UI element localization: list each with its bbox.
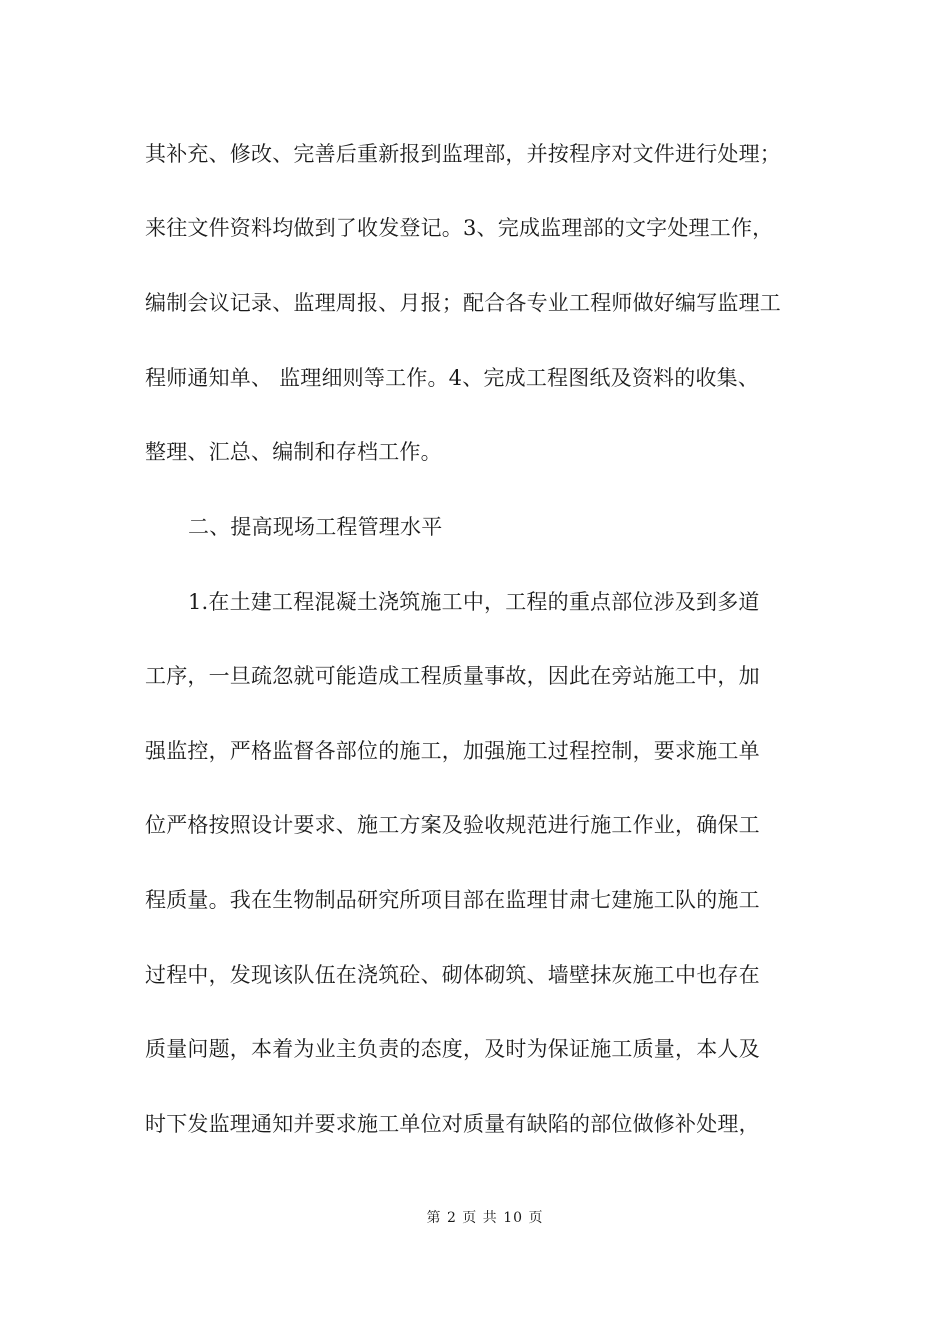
text-line-4: 程师通知单、 监理细则等工作。4、完成工程图纸及资料的收集、 [145,366,760,390]
paragraph-line-7: 质量问题，本着为业主负责的态度，及时为保证施工质量，本人及 [145,1037,760,1061]
paragraph-line-4: 位严格按照设计要求、施工方案及验收规范进行施工作业，确保工 [145,813,760,837]
paragraph-line-1: 1.在土建工程混凝土浇筑施工中，工程的重点部位涉及到多道 [188,590,760,614]
text-line-1: 其补充、修改、完善后重新报到监理部，并按程序对文件进行处理； [145,142,781,166]
paragraph-line-5: 程质量。我在生物制品研究所项目部在监理甘肃七建施工队的施工 [145,888,760,912]
text-line-3: 编制会议记录、监理周报、月报；配合各专业工程师做好编写监理工 [145,291,781,315]
paragraph-line-2: 工序，一旦疏忽就可能造成工程质量事故，因此在旁站施工中，加 [145,664,760,688]
paragraph-line-3: 强监控，严格监督各部位的施工，加强施工过程控制，要求施工单 [145,739,760,763]
page-footer: 第 2 页 共 10 页 [426,1210,544,1226]
paragraph-line-6: 过程中，发现该队伍在浇筑砼、砌体砌筑、墙壁抹灰施工中也存在 [145,963,760,987]
text-line-2: 来往文件资料均做到了收发登记。3、完成监理部的文字处理工作， [145,216,774,240]
paragraph-line-8: 时下发监理通知并要求施工单位对质量有缺陷的部位做修补处理， [145,1112,760,1136]
text-line-5: 整理、汇总、编制和存档工作。 [145,440,442,464]
section-heading: 二、提高现场工程管理水平 [188,515,443,539]
